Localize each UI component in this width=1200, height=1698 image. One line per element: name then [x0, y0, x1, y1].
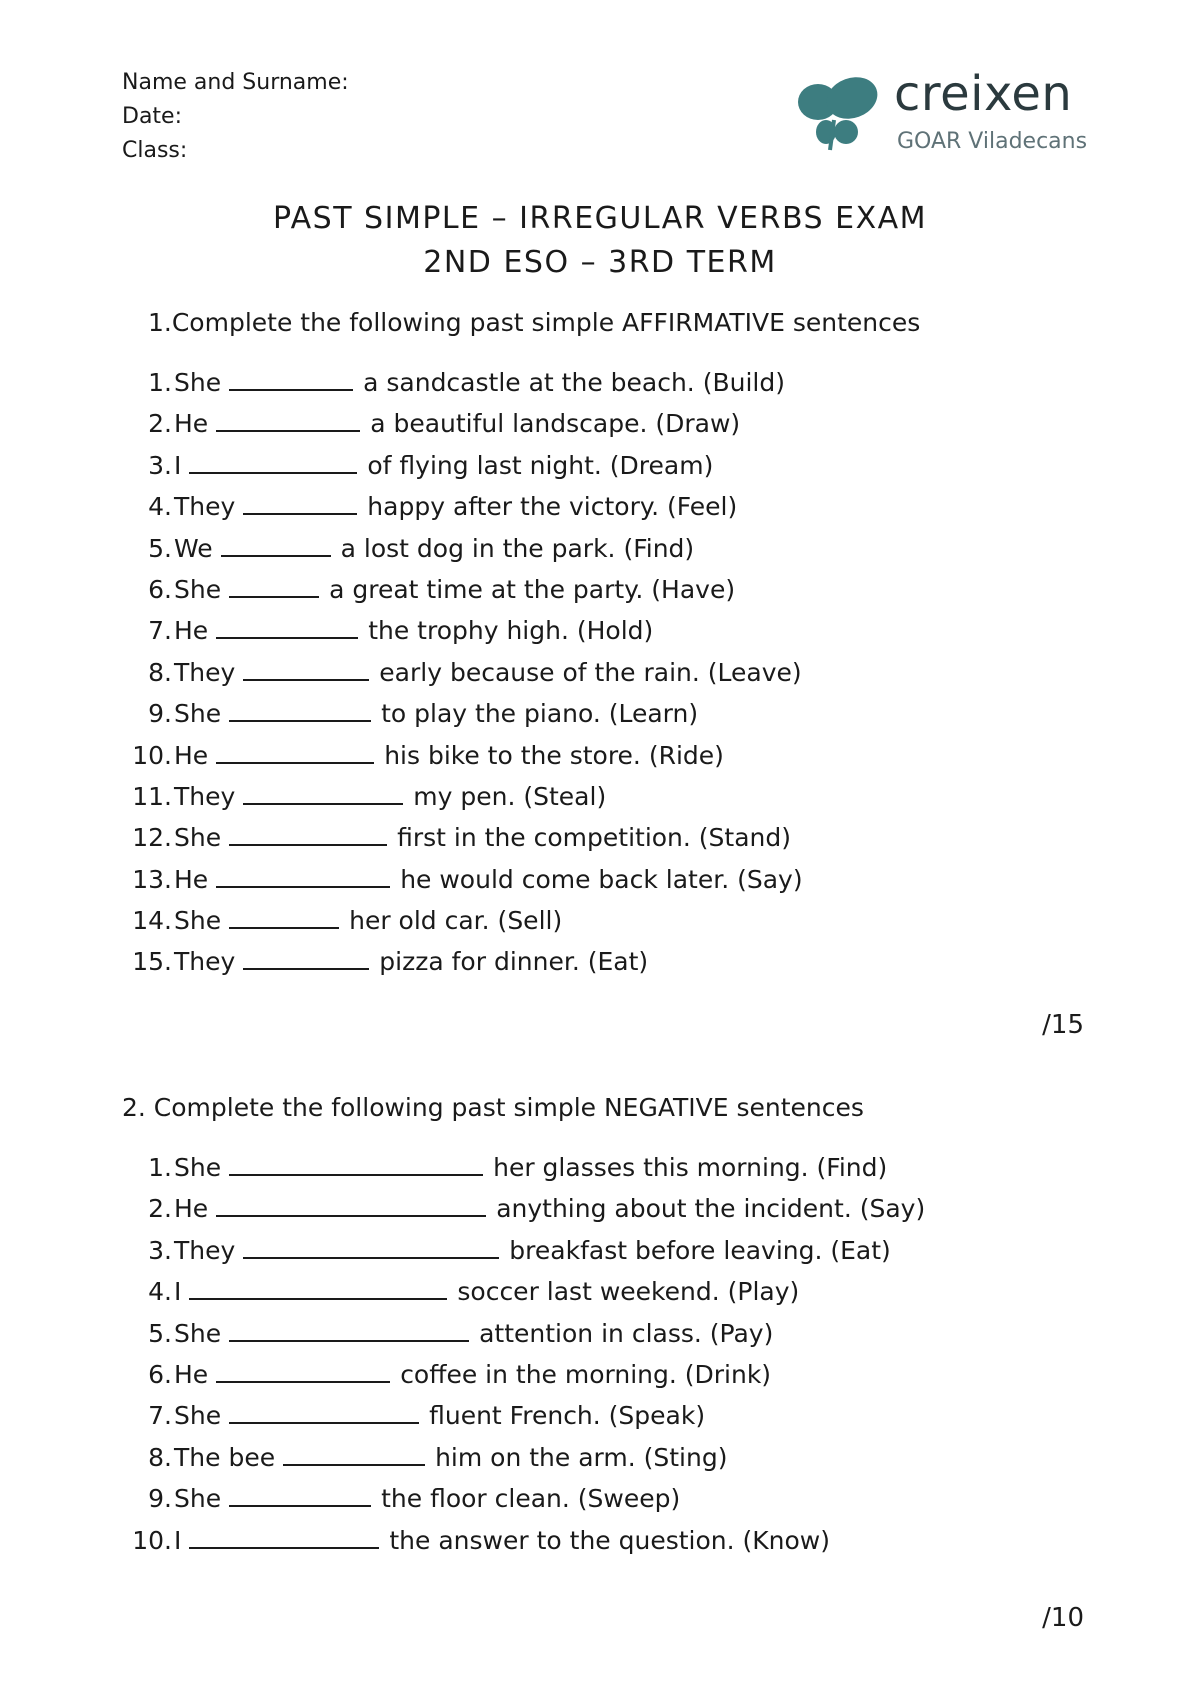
answer-blank[interactable] — [243, 948, 369, 970]
item-subject: They — [174, 492, 236, 522]
exercise-item — [118, 947, 803, 988]
answer-blank[interactable] — [216, 1195, 486, 1217]
item-subject: They — [174, 947, 236, 977]
answer-blank[interactable] — [283, 1444, 425, 1466]
item-number: 8. — [148, 657, 172, 687]
date-field-label[interactable]: Date: — [122, 104, 182, 129]
section1-heading: 1.Complete the following past simple AFFIRMATIVE sentences — [148, 308, 921, 337]
item-subject: He — [174, 1194, 209, 1224]
butterfly-icon — [790, 74, 890, 154]
answer-blank[interactable] — [243, 1237, 499, 1259]
item-number: 5. — [148, 1318, 172, 1348]
item-subject: He — [174, 409, 209, 439]
item-text: his bike to the store. (Ride) — [384, 740, 724, 770]
item-text: happy after the victory. (Feel) — [367, 492, 738, 522]
item-text: early because of the rain. (Leave) — [379, 657, 802, 687]
item-text: to play the piano. (Learn) — [381, 699, 699, 729]
item-number: 10. — [132, 740, 172, 770]
item-number: 1. — [148, 1153, 172, 1182]
exercise-item — [118, 451, 803, 492]
section2-heading: 2. Complete the following past simple NEGATIVE sentences — [122, 1093, 864, 1122]
item-number: 3. — [148, 1235, 172, 1265]
name-field-label[interactable]: Name and Surname: — [122, 70, 349, 95]
exercise-item — [118, 1277, 925, 1318]
item-subject: She — [174, 1484, 222, 1514]
answer-blank[interactable] — [216, 866, 390, 888]
item-number: 6. — [148, 574, 172, 604]
item-subject: She — [174, 1318, 222, 1348]
item-text: him on the arm. (Sting) — [435, 1442, 728, 1472]
item-number: 3. — [148, 450, 172, 480]
item-text: first in the competition. (Stand) — [397, 823, 792, 853]
item-text: of flying last night. (Dream) — [367, 450, 714, 480]
item-text: soccer last weekend. (Play) — [457, 1277, 800, 1307]
item-text: fluent French. (Speak) — [429, 1401, 706, 1431]
logo-name: creixen — [894, 66, 1073, 122]
item-text: breakfast before leaving. (Eat) — [509, 1235, 891, 1265]
answer-blank[interactable] — [229, 576, 319, 598]
class-field-label[interactable]: Class: — [122, 138, 188, 163]
item-subject: She — [174, 574, 222, 604]
item-number: 4. — [148, 492, 172, 522]
item-subject: She — [174, 906, 222, 936]
exam-title: PAST SIMPLE – IRREGULAR VERBS EXAM — [272, 201, 928, 236]
item-subject: They — [174, 657, 236, 687]
item-subject: They — [174, 1235, 236, 1265]
item-subject: He — [174, 864, 209, 894]
exercise-item — [118, 1194, 925, 1235]
item-subject: He — [174, 740, 209, 770]
section1-score: /15 — [1042, 1010, 1084, 1040]
answer-blank[interactable] — [243, 783, 403, 805]
exam-subtitle: 2ND ESO – 3RD TERM — [423, 245, 777, 280]
exercise-item — [118, 368, 803, 409]
section2-list — [118, 1153, 925, 1567]
answer-blank[interactable] — [243, 493, 357, 515]
answer-blank[interactable] — [243, 659, 369, 681]
exercise-item — [118, 1484, 925, 1525]
section2-score: /10 — [1042, 1603, 1084, 1633]
item-text: he would come back later. (Say) — [400, 864, 803, 894]
exercise-item — [118, 1526, 925, 1567]
answer-blank[interactable] — [229, 1402, 419, 1424]
exercise-item — [118, 823, 803, 864]
item-text: a lost dog in the park. (Find) — [340, 533, 695, 563]
item-text: attention in class. (Pay) — [479, 1318, 774, 1348]
answer-blank[interactable] — [216, 742, 374, 764]
answer-blank[interactable] — [229, 907, 339, 929]
item-number: 9. — [148, 1484, 172, 1514]
exercise-item — [118, 741, 803, 782]
item-text: a sandcastle at the beach. (Build) — [363, 368, 785, 397]
item-number: 4. — [148, 1277, 172, 1307]
exercise-item — [118, 492, 803, 533]
item-text: the answer to the question. (Know) — [389, 1525, 830, 1555]
exercise-item — [118, 1401, 925, 1442]
item-text: a beautiful landscape. (Draw) — [370, 409, 741, 439]
item-subject: We — [174, 533, 213, 563]
item-number: 7. — [148, 616, 172, 646]
item-number: 13. — [132, 864, 172, 894]
item-number: 7. — [148, 1401, 172, 1431]
section1-list — [118, 368, 803, 989]
item-subject: They — [174, 781, 236, 811]
item-number: 15. — [132, 947, 172, 977]
item-text: the trophy high. (Hold) — [368, 616, 654, 646]
exercise-item — [118, 1443, 925, 1484]
item-number: 2. — [148, 409, 172, 439]
exercise-item — [118, 575, 803, 616]
item-subject: She — [174, 1401, 222, 1431]
item-number: 1. — [148, 368, 172, 397]
exercise-item — [118, 1236, 925, 1277]
item-number: 12. — [132, 823, 172, 853]
item-subject: She — [174, 368, 222, 397]
item-text: pizza for dinner. (Eat) — [379, 947, 649, 977]
item-subject: She — [174, 699, 222, 729]
exercise-item — [118, 906, 803, 947]
item-number: 2. — [148, 1194, 172, 1224]
exercise-item — [118, 534, 803, 575]
school-logo — [790, 66, 1090, 164]
item-text: the floor clean. (Sweep) — [381, 1484, 681, 1514]
exercise-item — [118, 658, 803, 699]
answer-blank[interactable] — [216, 410, 360, 432]
answer-blank[interactable] — [229, 1154, 483, 1176]
item-subject: The bee — [174, 1442, 276, 1472]
item-number: 5. — [148, 533, 172, 563]
answer-blank[interactable] — [189, 1527, 379, 1549]
item-number: 6. — [148, 1359, 172, 1389]
item-text: a great time at the party. (Have) — [329, 574, 736, 604]
answer-blank[interactable] — [216, 1361, 390, 1383]
logo-subtitle: GOAR Viladecans — [897, 129, 1088, 154]
exercise-item — [118, 1153, 925, 1194]
exercise-item — [118, 782, 803, 823]
item-text: coffee in the morning. (Drink) — [400, 1359, 772, 1389]
item-number: 8. — [148, 1442, 172, 1472]
answer-blank[interactable] — [221, 535, 331, 557]
item-number: 9. — [148, 699, 172, 729]
answer-blank[interactable] — [229, 1485, 371, 1507]
item-text: anything about the incident. (Say) — [496, 1194, 926, 1224]
exercise-item — [118, 1319, 925, 1360]
item-text: her glasses this morning. (Find) — [493, 1153, 888, 1182]
item-subject: She — [174, 823, 222, 853]
item-subject: She — [174, 1153, 222, 1182]
item-subject: I — [174, 1277, 182, 1307]
item-subject: He — [174, 1359, 209, 1389]
exercise-item — [118, 1360, 925, 1401]
exercise-item — [118, 409, 803, 450]
answer-blank[interactable] — [229, 1320, 469, 1342]
item-text: my pen. (Steal) — [413, 781, 607, 811]
student-info — [122, 66, 349, 168]
answer-blank[interactable] — [189, 1278, 447, 1300]
exercise-item — [118, 616, 803, 657]
answer-blank[interactable] — [229, 369, 353, 391]
answer-blank[interactable] — [229, 700, 371, 722]
exercise-item — [118, 699, 803, 740]
item-subject: I — [174, 450, 182, 480]
exercise-item — [118, 865, 803, 906]
item-number: 14. — [132, 906, 172, 936]
item-subject: He — [174, 616, 209, 646]
item-number: 11. — [132, 781, 172, 811]
answer-blank[interactable] — [216, 617, 358, 639]
answer-blank[interactable] — [229, 824, 387, 846]
item-text: her old car. (Sell) — [349, 906, 563, 936]
item-number: 10. — [132, 1525, 172, 1555]
item-subject: I — [174, 1525, 182, 1555]
answer-blank[interactable] — [189, 452, 357, 474]
